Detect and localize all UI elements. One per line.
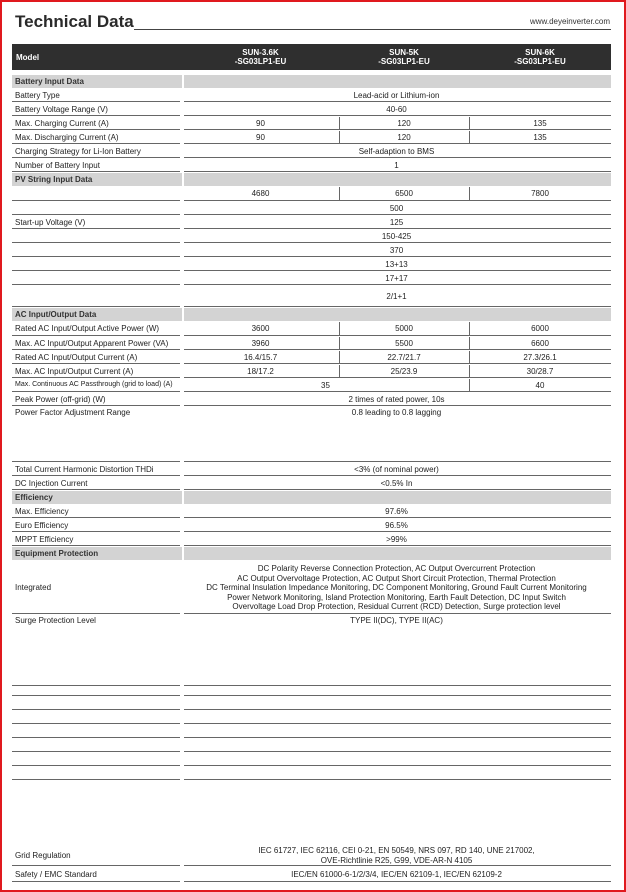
row-label: Max. Discharging Current (A): [15, 133, 119, 142]
row-rule-label: [12, 391, 180, 392]
table-row: [12, 258, 611, 271]
row-rule-label: [12, 865, 180, 866]
table-row: [12, 379, 611, 392]
row-value: Self-adaption to BMS: [358, 147, 435, 156]
row-rule-label: [12, 284, 180, 285]
row-value: 96.5%: [385, 521, 408, 530]
row-rule-value: [184, 751, 611, 752]
row-label: Charging Strategy for Li-Ion Battery: [15, 147, 141, 156]
row-value: 370: [389, 246, 404, 255]
row-value: 1: [394, 161, 399, 170]
row-rule-value: [184, 242, 611, 243]
row-rule-value: [184, 335, 611, 336]
row-rule-label: [12, 881, 180, 882]
row-rule-value: [184, 270, 611, 271]
row-value: 13+13: [385, 260, 408, 269]
row-rule-label: [12, 695, 180, 696]
table-row: [12, 767, 611, 780]
row-rule-value: [184, 377, 611, 378]
table-row: [12, 202, 611, 215]
row-label: MPPT Efficiency: [15, 535, 74, 544]
column-divider: [469, 365, 470, 378]
column-divider: [339, 351, 340, 364]
value-line: IEC 61727, IEC 62116, CEI 0-21, EN 50549, NRS 097, RD 140, UNE 217002,: [258, 846, 535, 855]
model-2: SUN-5K -SG03LP1-EU: [378, 48, 430, 66]
model-1: SUN-3.6K -SG03LP1-EU: [234, 48, 287, 66]
row-value: 500: [389, 204, 404, 213]
row-rule-value: [184, 737, 611, 738]
row-label: Power Factor Adjustment Range: [15, 408, 131, 417]
column-divider: [469, 117, 470, 130]
table-row: [12, 407, 611, 462]
row-rule-label: [12, 242, 180, 243]
row-rule-label: [12, 489, 180, 490]
table-row: [12, 697, 611, 710]
row-rule-value: [184, 723, 611, 724]
model-label: Model: [16, 53, 40, 62]
table-row: [12, 687, 611, 696]
model-3: SUN-6K -SG03LP1-EU: [514, 48, 566, 66]
row-rule-value: [184, 881, 611, 882]
row-value-1: 35: [321, 381, 330, 390]
row-rule-value: [184, 765, 611, 766]
row-rule-value: [184, 306, 611, 307]
value-line: AC Output Overvoltage Protection, AC Output Short Circuit Protection, Thermal Protection: [237, 573, 556, 583]
row-rule-label: [12, 270, 180, 271]
row-rule-label: [12, 613, 180, 614]
table-row: [12, 89, 611, 102]
row-label: Peak Power (off-grid) (W): [15, 395, 106, 404]
column-divider: [339, 365, 340, 378]
table-row: [12, 753, 611, 766]
table-row: [12, 615, 611, 686]
section-title: Battery Input Data: [15, 77, 84, 86]
row-value-2: 25/23.9: [390, 367, 418, 376]
section-divider: [182, 491, 184, 504]
row-rule-label: [12, 709, 180, 710]
row-value-2: 5500: [395, 339, 413, 348]
section-title: Efficiency: [15, 493, 53, 502]
row-rule-value: [184, 475, 611, 476]
row-rule-value: [184, 489, 611, 490]
row-value-lines: [182, 564, 611, 612]
table-row: [12, 351, 611, 364]
column-divider: [469, 322, 470, 336]
row-label: Integrated: [15, 583, 52, 592]
column-divider: [339, 131, 340, 144]
row-label: Max. AC Input/Output Apparent Power (VA): [15, 339, 169, 348]
row-rule-label: [12, 779, 180, 780]
row-value: 40-60: [386, 105, 407, 114]
row-value-lines: [182, 846, 611, 865]
row-rule-label: [12, 101, 180, 102]
row-rule-value: [184, 517, 611, 518]
row-rule-label: [12, 200, 180, 201]
row-rule-value: [184, 461, 611, 462]
row-label: Max. Charging Current (A): [15, 119, 109, 128]
row-rule-label: [12, 475, 180, 476]
row-rule-value: [184, 531, 611, 532]
row-value-3: 6000: [531, 324, 549, 333]
row-value-1: 90: [256, 133, 265, 142]
row-value-2: 40: [535, 381, 545, 390]
table-row: [12, 393, 611, 406]
row-value-1: 18/17.2: [247, 367, 274, 376]
row-rule-value: [184, 115, 611, 116]
table-row: [12, 286, 611, 307]
row-label: Max. Efficiency: [15, 507, 69, 516]
row-value-2: 6500: [395, 189, 413, 198]
section-divider: [182, 173, 184, 186]
row-rule-value: [184, 695, 611, 696]
row-rule-label: [12, 115, 180, 116]
section-divider: [182, 308, 184, 321]
row-rule-value: [184, 129, 611, 130]
row-rule-label: [12, 349, 180, 350]
row-rule-label: [12, 363, 180, 364]
section-title: AC Input/Output Data: [15, 310, 97, 319]
table-row: [12, 739, 611, 752]
column-divider: [469, 131, 470, 144]
row-value: Lead-acid or Lithium-ion: [353, 91, 440, 100]
table-row: [12, 711, 611, 724]
row-label: Battery Type: [15, 91, 60, 100]
row-rule-label: [12, 531, 180, 532]
table-row: [12, 322, 611, 336]
row-rule-label: [12, 765, 180, 766]
row-value: <0.5% In: [380, 479, 413, 488]
row-label: Surge Protection Level: [15, 616, 96, 625]
row-rule-label: [12, 228, 180, 229]
table-row: [12, 561, 611, 614]
table-row: [12, 463, 611, 476]
row-rule-label: [12, 377, 180, 378]
section-header: [12, 75, 611, 88]
row-value-3: 7800: [531, 189, 549, 198]
table-row: [12, 244, 611, 257]
table-row: [12, 533, 611, 546]
table-row: [12, 505, 611, 518]
row-rule-value: [184, 157, 611, 158]
table-row: [12, 477, 611, 490]
row-value-2: 120: [397, 119, 411, 128]
row-label: Rated AC Input/Output Active Power (W): [15, 324, 160, 333]
row-rule-value: [184, 613, 611, 614]
row-rule-value: [184, 349, 611, 350]
table-row: [12, 867, 611, 882]
column-divider: [469, 351, 470, 364]
section-divider: [182, 547, 184, 560]
title-rule: [134, 29, 611, 30]
row-rule-label: [12, 157, 180, 158]
row-value: >99%: [386, 535, 407, 544]
table-row: [12, 230, 611, 243]
row-value: 150-425: [381, 232, 412, 241]
row-value: 2 times of rated power, 10s: [348, 395, 445, 404]
table-row: [12, 519, 611, 532]
row-value: 97.6%: [385, 507, 408, 516]
table-row: [12, 845, 611, 866]
row-value: 17+17: [385, 274, 408, 283]
row-rule-value: [184, 391, 611, 392]
table-row: [12, 725, 611, 738]
row-rule-value: [184, 171, 611, 172]
row-value-3: 135: [533, 119, 547, 128]
row-label: Rated AC Input/Output Current (A): [15, 353, 138, 362]
row-value-2: 120: [397, 133, 411, 142]
section-title: PV String Input Data: [15, 175, 93, 184]
row-label: Battery Voltage Range (V): [15, 105, 108, 114]
row-rule-value: [184, 256, 611, 257]
row-rule-value: [184, 200, 611, 201]
website-url: www.deyeinverter.com: [529, 17, 610, 26]
row-rule-value: [184, 284, 611, 285]
row-value: 125: [389, 218, 404, 227]
value-line: Power Network Monitoring, Island Protection Monitoring, Earth Fault Detection, DC Input Switch: [227, 592, 566, 602]
row-rule-value: [184, 405, 611, 406]
row-rule-label: [12, 306, 180, 307]
column-divider: [339, 117, 340, 130]
row-value-1: 90: [256, 119, 265, 128]
row-rule-value: [184, 779, 611, 780]
row-rule-label: [12, 129, 180, 130]
section-title: Equipment Protection: [15, 549, 99, 558]
row-value-2: 5000: [395, 324, 413, 333]
column-divider: [339, 187, 340, 201]
column-divider: [469, 187, 470, 201]
row-value-1: 16.4/15.7: [243, 353, 278, 362]
table-row: [12, 187, 611, 201]
row-rule-value: [184, 545, 611, 546]
table-row: [12, 216, 611, 229]
row-value: TYPE II(DC), TYPE II(AC): [350, 616, 443, 625]
column-divider: [469, 379, 470, 392]
row-value-1: 4680: [251, 189, 270, 198]
table-row: [12, 103, 611, 116]
row-rule-label: [12, 545, 180, 546]
row-rule-label: [12, 405, 180, 406]
table-row: [12, 117, 611, 130]
row-rule-label: [12, 685, 180, 686]
row-rule-value: [184, 709, 611, 710]
row-value: 2/1+1: [386, 292, 407, 301]
row-value: IEC/EN 61000-6-1/2/3/4, IEC/EN 62109-1, IEC/EN 62109-2: [291, 870, 502, 879]
row-label: Total Current Harmonic Distortion THDi: [15, 465, 154, 474]
row-rule-label: [12, 751, 180, 752]
row-value-3: 135: [533, 133, 547, 142]
section-header: [12, 173, 611, 186]
section-header: [12, 491, 611, 504]
row-label: Max. AC Input/Output Current (A): [15, 367, 134, 376]
row-rule-value: [184, 101, 611, 102]
row-rule-label: [12, 171, 180, 172]
section-header: [12, 547, 611, 560]
row-rule-label: [12, 214, 180, 215]
row-value: <3% (of nominal power): [354, 465, 439, 474]
row-label: Number of Battery Input: [15, 161, 100, 170]
row-label: Euro Efficiency: [15, 521, 69, 530]
column-divider: [339, 337, 340, 350]
table-row: [12, 145, 611, 158]
row-rule-value: [184, 228, 611, 229]
row-rule-label: [12, 517, 180, 518]
row-value-3: 30/28.7: [526, 367, 554, 376]
row-rule-value: [184, 685, 611, 686]
table-row: [12, 131, 611, 144]
row-value-3: 6600: [531, 339, 549, 348]
value-line: DC Polarity Reverse Connection Protection, AC Output Overcurrent Protection: [257, 564, 536, 573]
row-rule-label: [12, 143, 180, 144]
row-rule-label: [12, 723, 180, 724]
row-value-2: 22.7/21.7: [387, 353, 421, 362]
column-divider: [469, 337, 470, 350]
column-divider: [339, 322, 340, 336]
table-row: [12, 272, 611, 285]
row-label: Start-up Voltage (V): [15, 218, 86, 227]
row-value: 0.8 leading to 0.8 lagging: [351, 408, 442, 417]
row-value-1: 3600: [251, 324, 270, 333]
table-row: [12, 159, 611, 172]
page-title: Technical Data: [15, 12, 134, 31]
table-row: [12, 337, 611, 350]
table-row: [12, 365, 611, 378]
row-rule-label: [12, 256, 180, 257]
value-line: OVE-Richtlinie R25, G99, VDE-AR-N 4105: [320, 855, 473, 865]
section-divider: [182, 75, 184, 88]
row-rule-value: [184, 143, 611, 144]
value-line: DC Terminal Insulation Impedance Monitoring, DC Component Monitoring, Ground Fault Current Monitoring: [206, 583, 587, 593]
table-header: [12, 44, 611, 70]
row-rule-label: [12, 335, 180, 336]
row-label: Safety / EMC Standard: [15, 870, 97, 879]
row-label: DC Injection Current: [15, 479, 88, 488]
row-rule-value: [184, 214, 611, 215]
row-label: Grid Regulation: [15, 851, 71, 860]
row-value-1: 3960: [251, 339, 270, 348]
row-value-3: 27.3/26.1: [523, 353, 557, 362]
row-rule-label: [12, 737, 180, 738]
row-label: Max. Continuous AC Passthrough (grid to load) (A): [15, 381, 173, 388]
row-rule-label: [12, 461, 180, 462]
section-header: [12, 308, 611, 321]
row-rule-value: [184, 363, 611, 364]
value-line: Overvoltage Load Drop Protection, Residual Current (RCD) Detection, Surge protection level: [232, 602, 561, 612]
